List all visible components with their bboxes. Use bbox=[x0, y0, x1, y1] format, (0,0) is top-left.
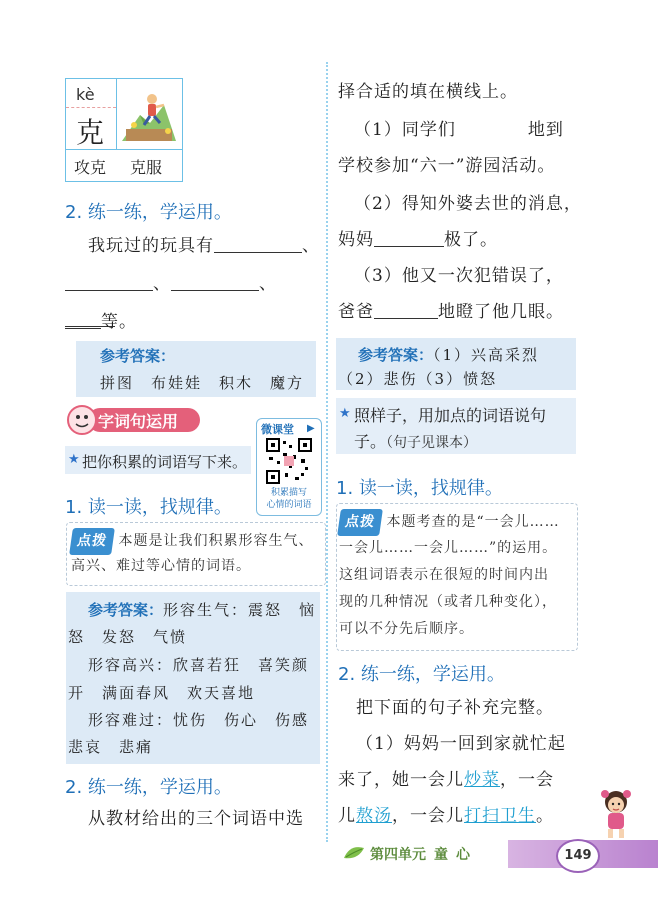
answer-line-6: 悲哀 悲痛 bbox=[68, 738, 154, 756]
answer-chaocai: 炒菜 bbox=[464, 770, 500, 790]
blank-q1[interactable] bbox=[456, 117, 528, 137]
blank-5[interactable] bbox=[65, 308, 101, 329]
blank-q3[interactable] bbox=[374, 298, 438, 319]
task-bar-make-sentence bbox=[336, 398, 576, 454]
answer-line-5: 形容难过：忧伤 伤心 伤感 bbox=[88, 711, 310, 729]
character: 克 bbox=[76, 116, 105, 149]
left-final-line: 从教材给出的三个词语中选 bbox=[88, 809, 304, 829]
question-2-line-1: （2）得知外婆去世的消息， bbox=[354, 194, 582, 214]
answer-line-4: 开 满面春风 欢天喜地 bbox=[68, 684, 256, 702]
blank-3[interactable] bbox=[171, 270, 259, 291]
page-number: 149 bbox=[556, 839, 600, 873]
answer-line-2: （2）悲伤（3）愤怒 bbox=[338, 370, 498, 388]
answer-text: 拼图 布娃娃 积木 魔方 bbox=[100, 374, 305, 392]
qr-caption: 积累描写 心情的词语 bbox=[266, 488, 312, 510]
task-bar-line-2: 子。 bbox=[354, 432, 387, 451]
star-icon: ★ bbox=[339, 406, 351, 421]
sentence-1-line-2: 来了，她一会儿炒菜，一会 bbox=[338, 770, 554, 790]
play-icon: ▶ bbox=[307, 423, 315, 434]
tip-line-5: 可以不分先后顺序。 bbox=[339, 621, 474, 637]
answer-box-toys bbox=[76, 341, 316, 397]
answer-label: 参考答案： bbox=[358, 346, 434, 364]
girl-mascot-icon bbox=[596, 786, 636, 844]
section-title-read-right: 1. 读一读，找规律。 bbox=[336, 478, 503, 499]
section-title-practice-1: 2. 练一练，学运用。 bbox=[65, 202, 232, 223]
pinyin: kè bbox=[76, 85, 95, 104]
section-title-practice-2: 2. 练一练，学运用。 bbox=[65, 777, 232, 798]
complete-sentence-instruction: 把下面的句子补充完整。 bbox=[356, 698, 554, 718]
right-line-1: 择合适的填在横线上。 bbox=[338, 82, 518, 102]
micro-class-card[interactable] bbox=[256, 418, 322, 516]
section-title-read-1: 1. 读一读，找规律。 bbox=[65, 497, 232, 518]
answer-line-1: （1）兴高采烈 bbox=[433, 346, 540, 364]
tip-line-3: 这组词语表示在很短的时间内出 bbox=[339, 567, 549, 583]
answer-label: 参考答案： bbox=[100, 347, 176, 365]
answer-box-fill bbox=[336, 338, 576, 390]
column-divider bbox=[326, 62, 328, 842]
blank-1[interactable] bbox=[214, 232, 302, 253]
task-bar-collect-words bbox=[65, 446, 251, 474]
micro-class-title: 微课堂 bbox=[261, 423, 294, 436]
answer-line-3: 形容高兴：欣喜若狂 喜笑颜 bbox=[88, 656, 310, 674]
blank-2[interactable] bbox=[65, 270, 153, 291]
answer-line-1: 形容生气：震怒 恼 bbox=[163, 601, 317, 619]
star-icon: ★ bbox=[68, 452, 80, 467]
answer-label: 参考答案： bbox=[88, 601, 164, 619]
task-bar-line-1: 照样子，用加点的词语说句 bbox=[354, 406, 547, 425]
sentence-1-line-1: （1）妈妈一回到家就忙起 bbox=[356, 734, 566, 754]
section-title-practice-right: 2. 练一练，学运用。 bbox=[338, 664, 505, 685]
character-cell bbox=[66, 79, 117, 149]
blank-q2[interactable] bbox=[374, 226, 444, 247]
sentence-1-line-3: 儿熬汤，一会儿打扫卫生。 bbox=[338, 806, 554, 826]
tip-line-1: 本题考查的是“一会儿…… bbox=[386, 514, 560, 530]
card-word-2: 克服 bbox=[130, 158, 163, 177]
task-bar-text: 把你积累的词语写下来。 bbox=[82, 453, 248, 471]
banner-title: 字词句运用 bbox=[98, 412, 179, 431]
question-1-line-2: 学校参加“六一”游园活动。 bbox=[338, 156, 556, 176]
character-card bbox=[65, 78, 183, 182]
question-3-line-2: 爸爸 地瞪了他几眼。 bbox=[338, 294, 564, 330]
tip-box-right bbox=[336, 503, 578, 651]
leaf-icon bbox=[342, 844, 366, 866]
tip-line-4: 现的几种情况（或者几种变化）， bbox=[339, 594, 557, 610]
footer-theme: 童心 bbox=[434, 847, 478, 863]
tip-badge: 点拨 bbox=[337, 509, 383, 536]
answer-aotang: 熬汤 bbox=[356, 806, 392, 826]
tip-line-2: 高兴、难过等心情的词语。 bbox=[71, 558, 251, 574]
tip-badge: 点拨 bbox=[69, 528, 115, 555]
answer-dasaoweisheng: 打扫卫生 bbox=[464, 806, 536, 826]
qr-code-icon[interactable] bbox=[265, 437, 313, 485]
question-1-line-1: （1）同学们 地到 bbox=[354, 112, 564, 148]
word-usage-banner bbox=[64, 402, 204, 438]
toy-fill-line-2: 、 、 bbox=[65, 266, 323, 338]
footer-unit: 第四单元 bbox=[370, 847, 426, 863]
tip-line-1: 本题是让我们积累形容生气、 bbox=[118, 533, 314, 549]
question-3-line-1: （3）他又一次犯错误了， bbox=[354, 266, 564, 286]
toy-fill-line-1: 我玩过的玩具有 、 bbox=[88, 228, 323, 264]
mountain-climber-icon bbox=[120, 85, 178, 145]
card-word-1: 攻克 bbox=[74, 158, 107, 177]
question-2-line-2: 妈妈 极了。 bbox=[338, 222, 498, 258]
answer-line-2: 怒 发怒 气愤 bbox=[68, 628, 188, 646]
task-bar-note: （句子见课本） bbox=[386, 435, 478, 451]
toy-fill-line-3: 等。 bbox=[65, 304, 137, 340]
tip-line-2: 一会儿……一会儿……”的运用。 bbox=[339, 540, 558, 556]
answer-box-mood-words bbox=[66, 592, 320, 764]
tip-box-left bbox=[66, 522, 326, 586]
